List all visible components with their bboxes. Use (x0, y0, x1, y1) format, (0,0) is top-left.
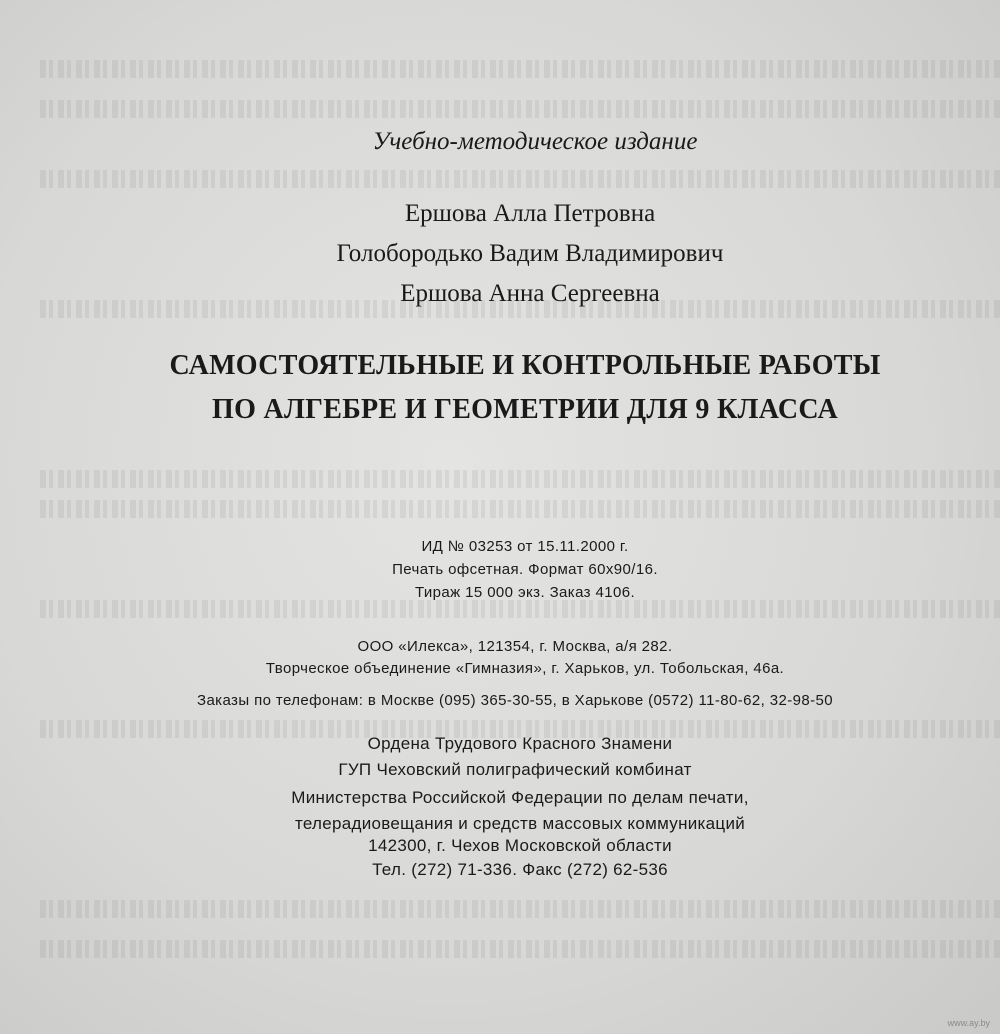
author-name: Ершова Анна Сергеевна (400, 280, 660, 307)
printer-info-line: Тел. (272) 71-336. Факс (272) 62-536 (372, 860, 668, 879)
print-info-line: ИД № 03253 от 15.11.2000 г. (421, 538, 629, 555)
show-through-text (40, 470, 1000, 488)
printer-info-line: телерадиовещания и средств массовых коммуникаций (294, 814, 746, 833)
show-through-text (40, 100, 1000, 118)
author-name: Голобородько Вадим Владимирович (336, 240, 724, 267)
show-through-text (40, 600, 1000, 618)
author-name: Ершова Алла Петровна (404, 200, 656, 227)
printer-info-line: Ордена Трудового Красного Знамени (367, 734, 673, 753)
show-through-text (40, 900, 1000, 918)
printer-info-line: ГУП Чеховский полиграфический комбинат (338, 760, 692, 779)
publisher-info-line: ООО «Илекса», 121354, г. Москва, а/я 282. (357, 638, 673, 655)
publisher-info-line: Творческое объединение «Гимназия», г. Харьков, ул. Тобольская, 46а. (265, 660, 785, 677)
book-title-line: САМОСТОЯТЕЛЬНЫЕ И КОНТРОЛЬНЫЕ РАБОТЫ (169, 350, 881, 381)
site-watermark: www.ay.by (947, 1018, 990, 1028)
printer-info-line: Министерства Российской Федерации по делам печати, (291, 788, 749, 807)
print-info-line: Печать офсетная. Формат 60х90/16. (392, 561, 658, 578)
publisher-info-line: Заказы по телефонам: в Москве (095) 365-30-55, в Харькове (0572) 11-80-62, 32-98-50 (196, 692, 833, 709)
print-info-line: Тираж 15 000 экз. Заказ 4106. (414, 584, 636, 601)
book-title-line: ПО АЛГЕБРЕ И ГЕОМЕТРИИ ДЛЯ 9 КЛАССА (211, 394, 839, 425)
show-through-text (40, 60, 1000, 78)
printer-info-line: 142300, г. Чехов Московской области (368, 836, 672, 855)
show-through-text (40, 940, 1000, 958)
edition-type: Учебно-методическое издание (372, 128, 698, 155)
show-through-text (40, 170, 1000, 188)
show-through-text (40, 500, 1000, 518)
